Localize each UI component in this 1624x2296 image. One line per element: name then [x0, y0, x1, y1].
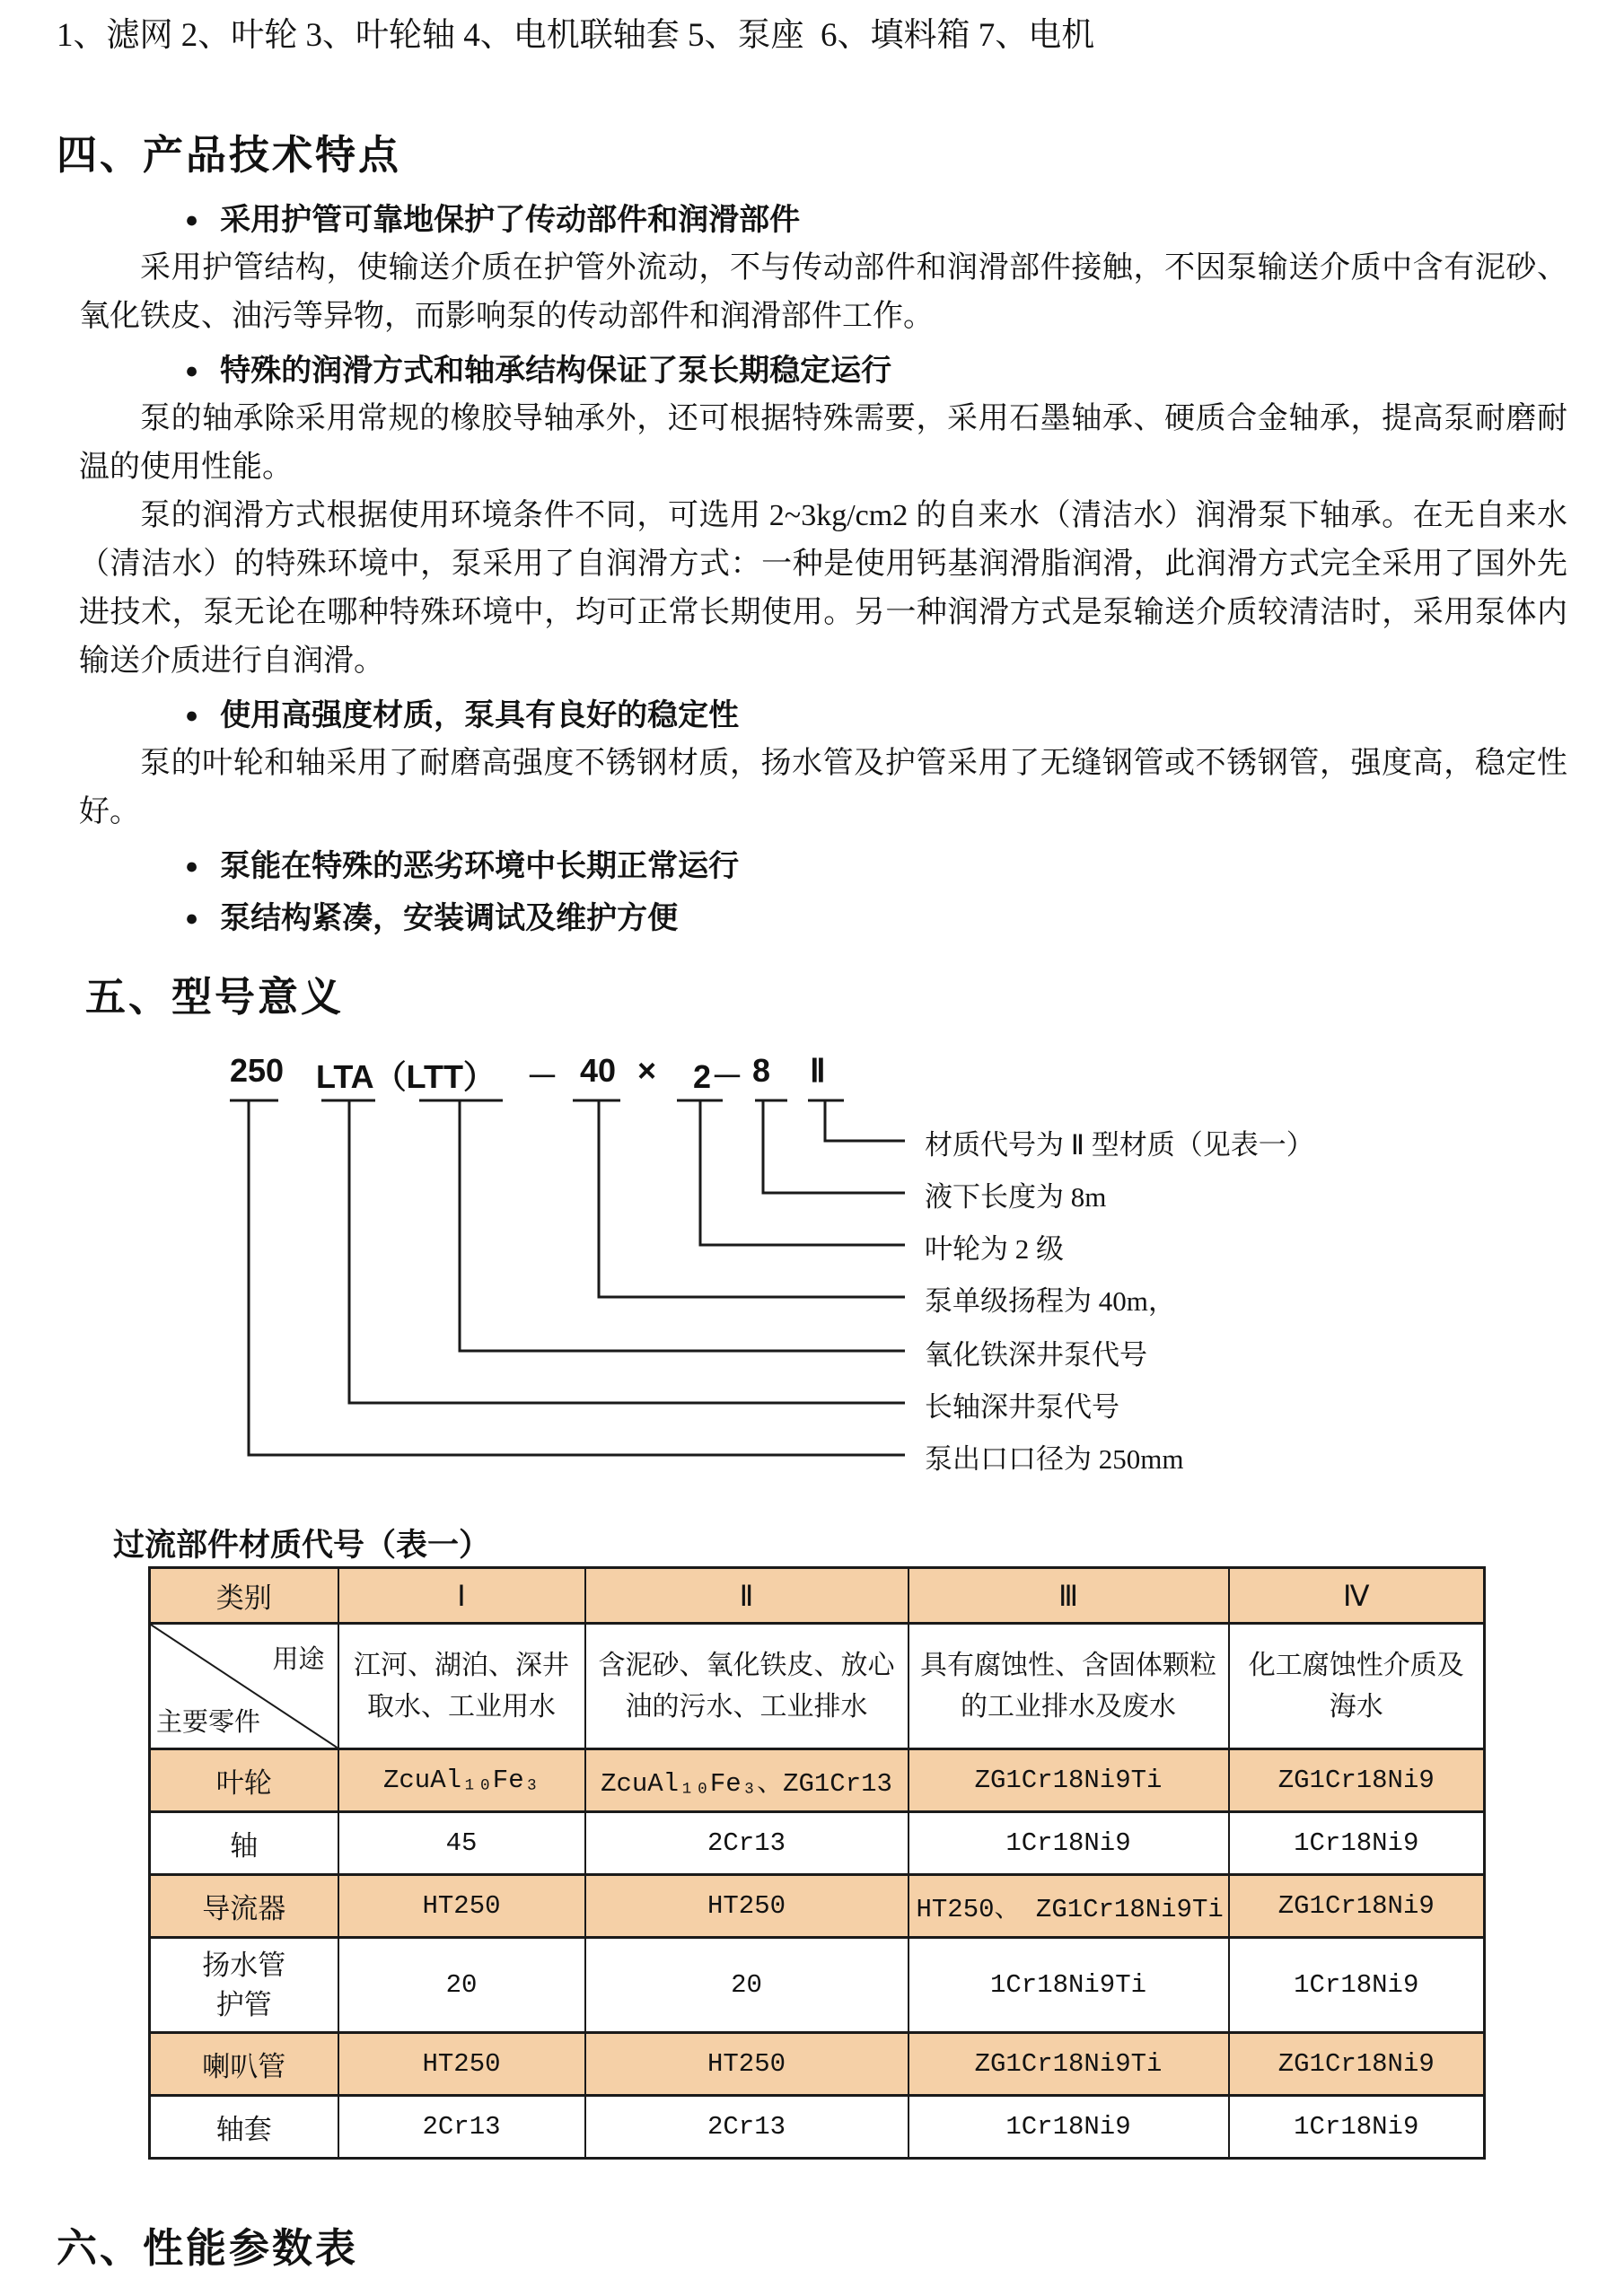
- part-name: 轴: [150, 1812, 338, 1875]
- part-name: [150, 1938, 338, 2033]
- table-cell: HT250: [585, 2033, 909, 2096]
- feature-paragraph: 采用护管结构，使输送介质在护管外流动，不与传动部件和润滑部件接触，不因泵输送介质中含有泥砂、氧化铁皮、油污等异物，而影响泵的传动部件和润滑部件工作。: [79, 251, 1567, 333]
- feature-bullet: [185, 896, 1567, 941]
- header-category: 类别: [150, 1568, 338, 1624]
- table-row: [150, 2033, 1485, 2096]
- part-name: 叶轮: [150, 1749, 338, 1812]
- table-row: [150, 1812, 1485, 1875]
- materials-table-title: 过流部件材质代号（表一）: [113, 1528, 491, 1563]
- model-label-longshaft: 长轴深井泵代号: [925, 1391, 1119, 1423]
- bullet-dot-icon: ●: [185, 703, 199, 728]
- feature-bullet-text: 采用护管可靠地保护了传动部件和润滑部件: [220, 203, 801, 237]
- part-name: 喇叭管: [150, 2033, 338, 2096]
- table-cell: 2Cr13: [585, 2096, 909, 2159]
- table-cell: HT250、 ZG1Cr18Ni9Ti: [909, 1875, 1229, 1938]
- model-part-series: LTA（LTT）: [316, 1058, 496, 1095]
- table-row: [150, 1938, 1485, 2033]
- model-label-stages: 叶轮为 2 级: [925, 1233, 1064, 1265]
- table-row: [150, 2096, 1485, 2159]
- feature-paragraph: 泵的叶轮和轴采用了耐磨高强度不锈钢材质，扬水管及护管采用了无缝钢管或不锈钢管，强度高，稳定性好。: [79, 747, 1567, 828]
- table-cell: ZcuAl₁₀Fe₃、ZG1Cr13: [585, 1749, 909, 1812]
- feature-bullet: [185, 693, 1567, 738]
- table-cell: HT250: [585, 1875, 909, 1938]
- table-row: [150, 1749, 1485, 1812]
- model-label-outlet: 泵出口口径为 250mm: [925, 1443, 1184, 1475]
- feature-bullet-text: 使用高强度材质，泵具有良好的稳定性: [220, 698, 740, 732]
- table-cell: 1Cr18Ni9: [909, 1812, 1229, 1875]
- feature-bullet: [185, 348, 1567, 393]
- bullet-dot-icon: ●: [185, 854, 199, 879]
- table-cell: ZG1Cr18Ni9: [1229, 2033, 1485, 2096]
- bullet-dot-icon: ●: [185, 207, 199, 232]
- feature-bullet: [185, 844, 1567, 889]
- features-section: [79, 190, 1567, 942]
- corner-label-usage: 用途: [272, 1645, 325, 1674]
- section-heading-features: 四、产品技术特点: [57, 132, 402, 178]
- header-class-4: Ⅳ: [1229, 1568, 1485, 1624]
- table-header-row: [150, 1568, 1485, 1624]
- model-part-depth: 8: [752, 1052, 771, 1089]
- model-label-head: 泵单级扬程为 40m，: [925, 1285, 1176, 1317]
- part-name: 导流器: [150, 1875, 338, 1938]
- feature-bullet-text: 泵能在特殊的恶劣环境中长期正常运行: [220, 849, 740, 883]
- model-part-head: 40: [580, 1052, 617, 1089]
- table-cell: 1Cr18Ni9: [1229, 1812, 1485, 1875]
- table-cell: 20: [338, 1938, 585, 2033]
- usage-cell: 含泥砂、氧化铁皮、放心油的污水、工业排水: [585, 1624, 909, 1749]
- part-name: 轴套: [150, 2096, 338, 2159]
- part-name-line2: 护管: [215, 1988, 272, 2020]
- feature-bullet-text: 特殊的润滑方式和轴承结构保证了泵长期稳定运行: [220, 354, 892, 388]
- usage-cell: 化工腐蚀性介质及海水: [1229, 1624, 1485, 1749]
- connector-lines: [0, 1034, 1624, 1546]
- model-meaning-diagram: [0, 1034, 1624, 1546]
- usage-cell: 具有腐蚀性、含固体颗粒的工业排水及废水: [909, 1624, 1229, 1749]
- header-class-3: Ⅲ: [909, 1568, 1229, 1624]
- table-cell: 45: [338, 1812, 585, 1875]
- feature-bullet-text: 泵结构紧凑，安装调试及维护方便: [220, 901, 679, 935]
- usage-row: [150, 1624, 1485, 1749]
- model-part-times: ×: [637, 1052, 657, 1089]
- table-cell: ZG1Cr18Ni9Ti: [909, 1749, 1229, 1812]
- feature-paragraph: 泵的轴承除采用常规的橡胶导轴承外，还可根据特殊需要，采用石墨轴承、硬质合金轴承，提高泵耐磨耐温的使用性能。: [79, 402, 1567, 484]
- corner-label-parts: 主要零件: [156, 1708, 261, 1737]
- model-part-dash: －: [526, 1058, 559, 1095]
- feature-paragraph: 泵的润滑方式根据使用环境条件不同，可选用 2~3kg/cm2 的自来水（清洁水）润滑泵下轴承。在无自来水（清洁水）的特殊环境中，泵采用了自润滑方式：一种是使用钙基润滑脂润滑，此润滑方式完全采用了国外先进技术，泵无论在哪种特殊环境中，均可正常长期使用。另一种润滑方式是泵输送介质较清洁时，采用泵体内输送介质进行自润滑。: [79, 499, 1567, 678]
- model-part-stages: 2－: [693, 1058, 744, 1095]
- table-cell: ZG1Cr18Ni9: [1229, 1875, 1485, 1938]
- model-label-depth: 液下长度为 8m: [925, 1181, 1107, 1213]
- table-cell: 2Cr13: [338, 2096, 585, 2159]
- diagonal-header-cell: [150, 1624, 338, 1749]
- pump-parts-caption: 1、滤网 2、叶轮 3、叶轮轴 4、电机联轴套 5、泵座 6、填料箱 7、电机: [57, 17, 1095, 54]
- feature-bullet: [185, 197, 1567, 242]
- section-heading-performance: 六、性能参数表: [57, 2225, 359, 2271]
- table-cell: 20: [585, 1938, 909, 2033]
- bullet-dot-icon: ●: [185, 906, 199, 931]
- part-name-line1: 扬水管: [202, 1949, 286, 1981]
- table-cell: HT250: [338, 2033, 585, 2096]
- materials-table: [148, 1566, 1486, 2160]
- table-cell: 1Cr18Ni9: [909, 2096, 1229, 2159]
- table-cell: ZcuAl₁₀Fe₃: [338, 1749, 585, 1812]
- table-cell: ZG1Cr18Ni9: [1229, 1749, 1485, 1812]
- bullet-dot-icon: ●: [185, 358, 199, 383]
- table-cell: 1Cr18Ni9: [1229, 1938, 1485, 2033]
- header-class-1: Ⅰ: [338, 1568, 585, 1624]
- usage-cell: 江河、湖泊、深井取水、工业用水: [338, 1624, 585, 1749]
- model-label-material: 材质代号为 Ⅱ 型材质（见表一）: [925, 1129, 1314, 1161]
- table-cell: 1Cr18Ni9: [1229, 2096, 1485, 2159]
- model-part-material: Ⅱ: [810, 1052, 826, 1089]
- table-cell: 2Cr13: [585, 1812, 909, 1875]
- table-cell: HT250: [338, 1875, 585, 1938]
- section-heading-model: 五、型号意义: [85, 974, 345, 1020]
- model-label-oxide: 氧化铁深井泵代号: [925, 1339, 1147, 1371]
- header-class-2: Ⅱ: [585, 1568, 909, 1624]
- model-part-diameter: 250: [230, 1052, 285, 1089]
- table-cell: ZG1Cr18Ni9Ti: [909, 2033, 1229, 2096]
- table-row: [150, 1875, 1485, 1938]
- table-cell: 1Cr18Ni9Ti: [909, 1938, 1229, 2033]
